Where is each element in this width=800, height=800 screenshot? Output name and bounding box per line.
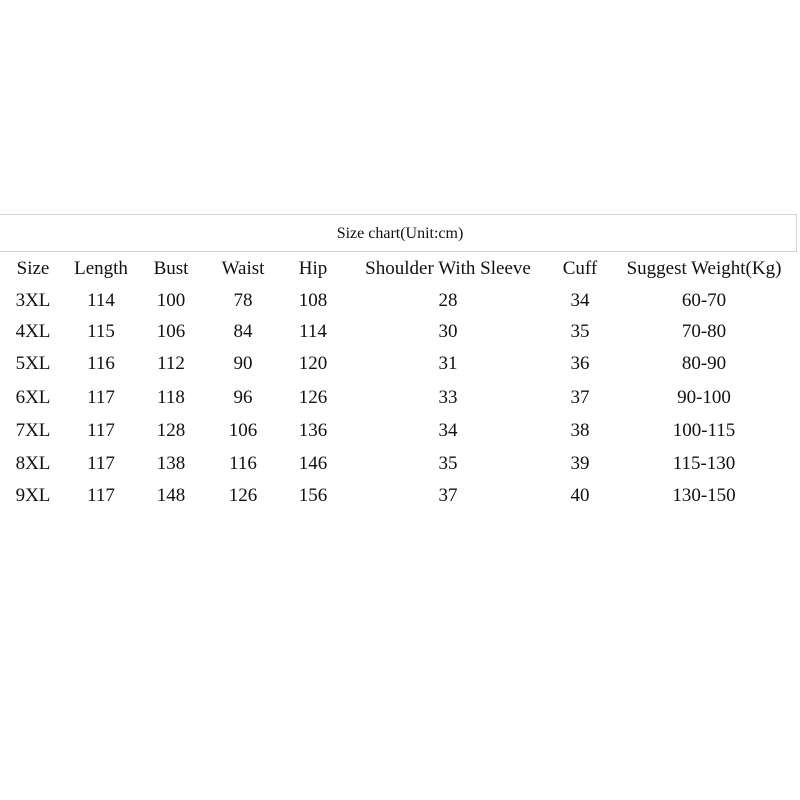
table-cell: 37 [570, 387, 590, 408]
table-cell: 126 [228, 485, 258, 506]
column-header-length: Length [74, 258, 128, 279]
table-cell: 114 [299, 321, 327, 342]
table-cell: 146 [298, 453, 328, 474]
column-header-cuff: Cuff [562, 258, 598, 279]
table-cell: 100-115 [672, 420, 736, 441]
table-cell: 138 [156, 453, 186, 474]
table-cell: 115-130 [672, 453, 736, 474]
table-cell: 90 [233, 353, 253, 374]
table-cell: 33 [438, 387, 458, 408]
column-header-size: Size [16, 258, 50, 279]
table-cell: 9XL [15, 485, 51, 506]
table-cell: 126 [298, 387, 328, 408]
table-cell: 148 [156, 485, 186, 506]
table-cell: 78 [233, 290, 253, 311]
table-cell: 5XL [15, 353, 51, 374]
table-cell: 28 [438, 290, 458, 311]
table-cell: 39 [570, 453, 590, 474]
table-cell: 117 [87, 485, 115, 506]
table-cell: 100 [156, 290, 186, 311]
table-cell: 116 [87, 353, 115, 374]
table-cell: 117 [87, 387, 115, 408]
table-cell: 31 [438, 353, 458, 374]
table-cell: 136 [298, 420, 328, 441]
table-cell: 117 [87, 453, 115, 474]
table-cell: 38 [570, 420, 590, 441]
table-cell: 60-70 [681, 290, 727, 311]
table-cell: 106 [156, 321, 186, 342]
table-cell: 34 [438, 420, 458, 441]
column-header-suggest-weight-kg: Suggest Weight(Kg) [626, 258, 782, 279]
table-cell: 36 [570, 353, 590, 374]
table-cell: 115 [87, 321, 115, 342]
table-cell: 118 [157, 387, 185, 408]
table-cell: 106 [228, 420, 258, 441]
table-cell: 116 [229, 453, 257, 474]
table-cell: 108 [298, 290, 328, 311]
table-cell: 128 [156, 420, 186, 441]
table-cell: 84 [233, 321, 253, 342]
table-cell: 156 [298, 485, 328, 506]
table-cell: 4XL [15, 321, 51, 342]
table-cell: 34 [570, 290, 590, 311]
column-header-bust: Bust [153, 258, 189, 279]
table-cell: 70-80 [681, 321, 727, 342]
table-cell: 35 [438, 453, 458, 474]
table-cell: 3XL [15, 290, 51, 311]
column-header-waist: Waist [221, 258, 265, 279]
table-cell: 7XL [15, 420, 51, 441]
table-cell: 30 [438, 321, 458, 342]
table-cell: 80-90 [681, 353, 727, 374]
table-cell: 40 [570, 485, 590, 506]
column-header-shoulder-with-sleeve: Shoulder With Sleeve [365, 258, 531, 279]
table-cell: 6XL [15, 387, 51, 408]
table-cell: 130-150 [672, 485, 736, 506]
table-cell: 120 [298, 353, 328, 374]
size-chart-title: Size chart(Unit:cm) [336, 225, 464, 242]
table-cell: 35 [570, 321, 590, 342]
table-cell: 37 [438, 485, 458, 506]
table-cell: 90-100 [677, 387, 731, 408]
table-cell: 96 [233, 387, 253, 408]
table-cell: 117 [87, 420, 115, 441]
table-cell: 112 [157, 353, 185, 374]
table-cell: 8XL [15, 453, 51, 474]
column-header-hip: Hip [298, 258, 328, 279]
table-cell: 114 [87, 290, 115, 311]
